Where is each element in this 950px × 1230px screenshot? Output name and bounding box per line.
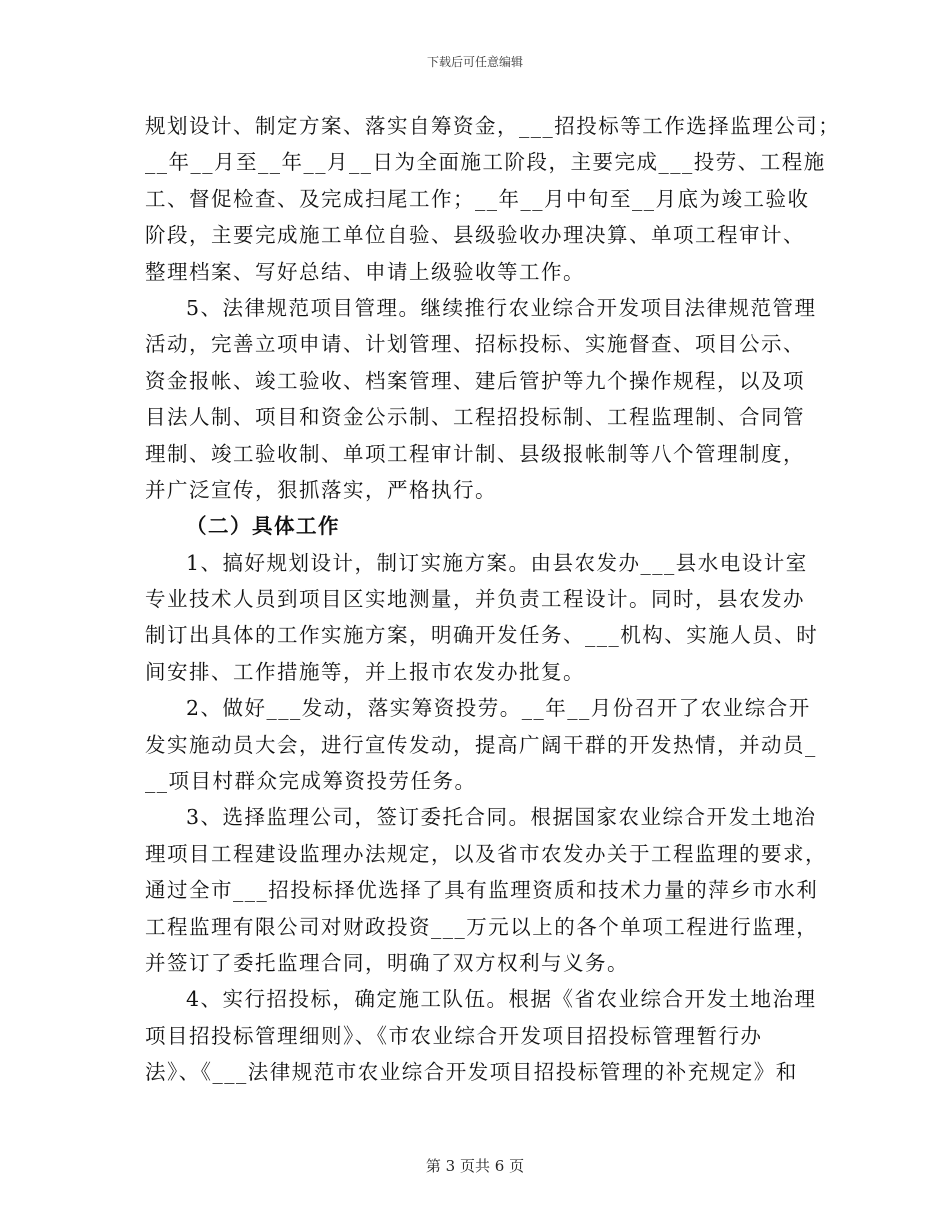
paragraph-start: 5、法律规范项目管理。继续推行农业综合开发项目法律规范管理 xyxy=(186,295,817,320)
text-line: 理制、竣工验收制、单项工程审计制、县级报帐制等八个管理制度， xyxy=(145,441,805,466)
page-number: 第 3 页共 6 页 xyxy=(425,1157,525,1175)
page-header: 下载后可任意编辑 xyxy=(426,55,523,69)
text-line: 项目招投标管理细则》、《市农业综合开发项目招投标管理暂行办 xyxy=(145,1023,763,1048)
text-line: 工程监理有限公司对财政投资___万元以上的各个单项工程进行监理， xyxy=(145,914,819,939)
paragraph-start: 2、做好___发动，落实筹资投劳。__年__月份召开了农业综合开 xyxy=(186,696,811,721)
text-line: 并签订了委托监理合同，明确了双方权利与义务。 xyxy=(145,950,629,975)
paragraph-start: 1、搞好规划设计，制订实施方案。由县农发办___县水电设计室 xyxy=(186,550,808,575)
text-line: 规划设计、制定方案、落实自筹资金，___招投标等工作选择监理公司； xyxy=(145,114,841,138)
text-line: 发实施动员大会，进行宣传发动，提高广阔干群的开发热情，并动员_ xyxy=(145,732,817,757)
text-line: 制订出具体的工作实施方案，明确开发任务、___机构、实施人员、时 xyxy=(145,623,819,648)
document-body xyxy=(145,108,841,1091)
paragraph-start: 4、实行招投标，确定施工队伍。根据《省农业综合开发土地治理 xyxy=(186,987,817,1012)
text-line: 法》、《___法律规范市农业综合开发项目招投标管理的补充规定》和 xyxy=(145,1060,798,1085)
text-line: 专业技术人员到项目区实地测量，并负责工程设计。同时，县农发办 xyxy=(145,587,805,612)
text-line: __项目村群众完成筹资投劳任务。 xyxy=(145,769,477,794)
text-line: 通过全市___招投标择优选择了具有监理资质和技术力量的萍乡市水利 xyxy=(145,878,819,903)
text-line: 目法人制、项目和资金公示制、工程招投标制、工程监理制、合同管 xyxy=(145,405,805,430)
text-line: 工、督促检查、及完成扫尾工作；__年__月中旬至__月底为竣工验收 xyxy=(145,186,810,211)
text-line: 并广泛宣传，狠抓落实，严格执行。 xyxy=(145,477,497,502)
text-line: 活动，完善立项申请、计划管理、招标投标、实施督查、项目公示、 xyxy=(145,332,805,357)
section-heading: （二）具体工作 xyxy=(186,514,340,539)
text-line: 资金报帐、竣工验收、档案管理、建后管护等九个操作规程，以及项 xyxy=(145,368,805,393)
text-line: 整理档案、写好总结、申请上级验收等工作。 xyxy=(145,259,585,284)
text-line: 理项目工程建设监理办法规定，以及省市农发办关于工程监理的要求， xyxy=(145,841,827,866)
text-line: 间安排、工作措施等，并上报市农发办批复。 xyxy=(145,659,585,684)
text-line: 阶段，主要完成施工单位自验、县级验收办理决算、单项工程审计、 xyxy=(145,223,805,248)
text-line: __年__月至__年__月__日为全面施工阶段，主要完成___投劳、工程施 xyxy=(145,150,826,175)
paragraph-start: 3、选择监理公司，签订委托合同。根据国家农业综合开发土地治 xyxy=(186,805,817,830)
